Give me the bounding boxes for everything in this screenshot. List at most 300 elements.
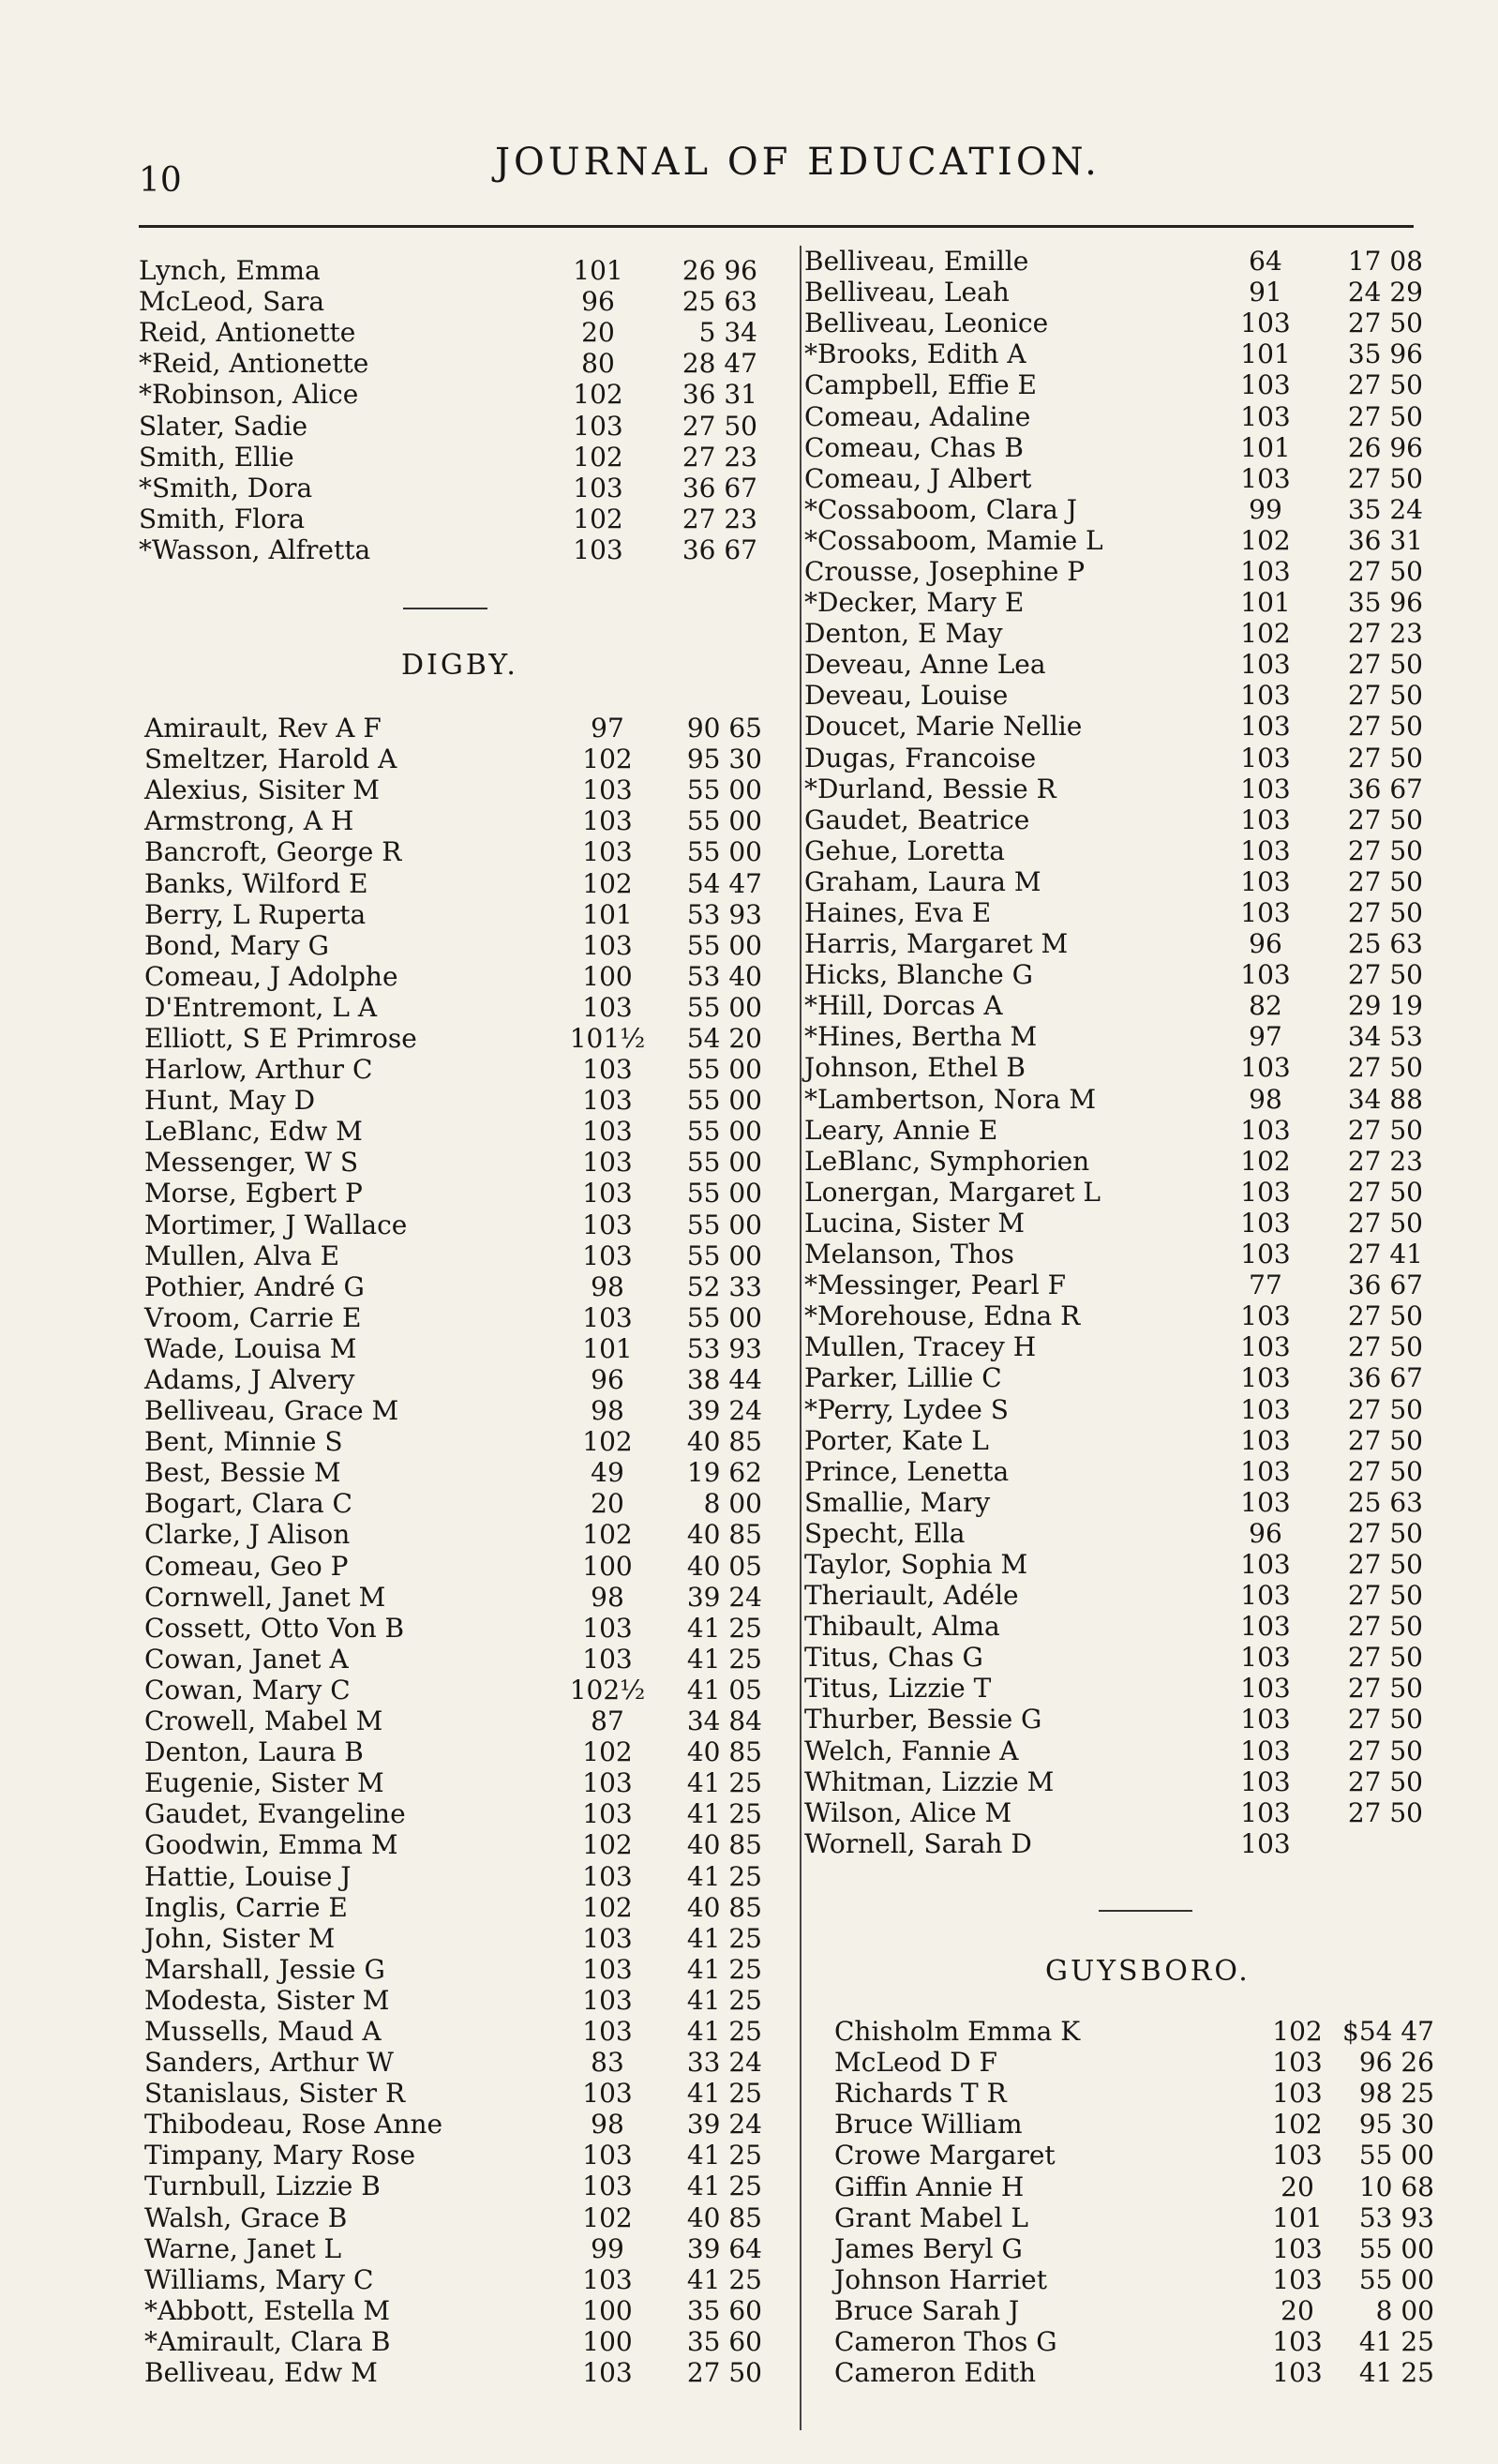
grant-amount: 36 67 bbox=[1347, 1362, 1423, 1394]
grant-amount: 41 25 bbox=[686, 2263, 762, 2295]
teacher-name: Richards T R bbox=[834, 2078, 1007, 2110]
days-attended: 103 bbox=[1240, 1611, 1291, 1643]
teacher-name: Smith, Ellie bbox=[139, 441, 294, 473]
table-row bbox=[804, 618, 1461, 649]
table-row bbox=[139, 410, 776, 441]
teacher-name: Cowan, Mary C bbox=[144, 1674, 351, 1705]
days-attended: 102 bbox=[582, 1736, 633, 1768]
teacher-name: Johnson Harriet bbox=[834, 2263, 1047, 2295]
grant-amount: 27 50 bbox=[1347, 1548, 1423, 1580]
teacher-name: Stanislaus, Sister R bbox=[144, 2078, 406, 2110]
teacher-name: Thurber, Bessie G bbox=[804, 1704, 1042, 1735]
teacher-name: Warne, Janet L bbox=[144, 2232, 342, 2264]
days-attended: 103 bbox=[1272, 2263, 1323, 2295]
days-attended: 98 bbox=[591, 2109, 624, 2141]
days-attended: 102 bbox=[573, 441, 623, 473]
teacher-name: Johnson, Ethel B bbox=[804, 1052, 1026, 1084]
table-row bbox=[139, 774, 776, 805]
teacher-name: Dugas, Francoise bbox=[804, 742, 1037, 774]
teacher-name: *Lambertson, Nora M bbox=[804, 1083, 1097, 1115]
days-attended: 103 bbox=[582, 2171, 633, 2202]
grant-amount: 54 20 bbox=[686, 1022, 762, 1054]
table-row bbox=[139, 2171, 776, 2201]
teacher-name: Pothier, André G bbox=[144, 1270, 365, 1302]
days-attended: 103 bbox=[1240, 1735, 1291, 1766]
grant-amount: 41 05 bbox=[686, 1674, 762, 1705]
days-attended: 103 bbox=[1240, 1176, 1291, 1208]
grant-amount: 55 00 bbox=[686, 1147, 762, 1179]
days-attended: 87 bbox=[591, 1705, 624, 1737]
grant-amount: 55 00 bbox=[686, 1240, 762, 1271]
table-row bbox=[804, 990, 1461, 1021]
grant-amount: 41 25 bbox=[686, 1860, 762, 1892]
table-row bbox=[804, 1052, 1461, 1083]
grant-amount: 39 24 bbox=[686, 1395, 762, 1427]
table-row bbox=[804, 277, 1461, 308]
grant-amount: 27 50 bbox=[1347, 1176, 1423, 1208]
days-attended: 103 bbox=[582, 1922, 633, 1954]
grant-amount: 53 93 bbox=[686, 1332, 762, 1364]
table-row bbox=[804, 463, 1461, 494]
days-attended: 96 bbox=[581, 286, 615, 318]
days-attended: 98 bbox=[1249, 1083, 1282, 1115]
table-row bbox=[804, 1642, 1461, 1673]
grant-amount: 40 85 bbox=[686, 1736, 762, 1768]
days-attended: 102 bbox=[1272, 2109, 1323, 2141]
days-attended: 103 bbox=[573, 472, 623, 503]
days-attended: 103 bbox=[582, 1209, 633, 1240]
grant-amount: 27 50 bbox=[1347, 308, 1423, 339]
table-row bbox=[139, 1240, 776, 1271]
days-attended: 103 bbox=[582, 1953, 633, 1985]
table-row bbox=[804, 1393, 1461, 1424]
table-row bbox=[139, 1767, 776, 1798]
teacher-name: Reid, Antionette bbox=[139, 317, 356, 349]
teacher-name: Hicks, Blanche G bbox=[804, 959, 1034, 991]
teacher-name: Cameron Edith bbox=[834, 2357, 1037, 2389]
days-attended: 103 bbox=[1240, 865, 1291, 897]
days-attended: 103 bbox=[582, 1240, 633, 1271]
table-row bbox=[804, 1362, 1461, 1393]
table-row bbox=[139, 961, 776, 992]
grant-amount: 25 63 bbox=[1347, 928, 1423, 960]
table-row bbox=[834, 2171, 1453, 2201]
days-attended: 103 bbox=[1240, 400, 1291, 432]
grant-amount: 27 50 bbox=[1347, 865, 1423, 897]
table-row bbox=[139, 2357, 776, 2388]
teacher-name: Denton, E May bbox=[804, 618, 1003, 650]
grant-amount: 55 00 bbox=[686, 1085, 762, 1117]
days-attended: 103 bbox=[1240, 1300, 1291, 1332]
days-attended: 103 bbox=[1240, 1424, 1291, 1456]
teacher-name: Crousse, Josephine P bbox=[804, 555, 1086, 587]
table-row bbox=[804, 1704, 1461, 1735]
teacher-name: Welch, Fannie A bbox=[804, 1735, 1019, 1766]
days-attended: 103 bbox=[1240, 1827, 1291, 1859]
grant-amount: 41 25 bbox=[686, 1984, 762, 2016]
days-attended: 103 bbox=[582, 1116, 633, 1148]
digby-heading: DIGBY. bbox=[401, 649, 518, 682]
table-row bbox=[139, 1829, 776, 1860]
teacher-name: Gehue, Loretta bbox=[804, 834, 1005, 866]
grant-amount: 25 63 bbox=[1347, 1486, 1423, 1518]
header-rule bbox=[139, 225, 1414, 228]
grant-amount: 27 41 bbox=[1347, 1239, 1423, 1270]
teacher-name: Belliveau, Emille bbox=[804, 246, 1029, 278]
grant-amount: 27 50 bbox=[1347, 1052, 1423, 1084]
table-row bbox=[804, 587, 1461, 618]
days-attended: 100 bbox=[582, 2325, 633, 2357]
section-rule-digby bbox=[403, 608, 487, 609]
grant-amount: 41 25 bbox=[686, 1643, 762, 1675]
teacher-name: Cossett, Otto Von B bbox=[144, 1612, 405, 1644]
grant-amount: 27 50 bbox=[686, 2357, 762, 2389]
grant-amount: 54 47 bbox=[686, 867, 762, 899]
teacher-name: Bond, Mary G bbox=[144, 929, 330, 961]
teacher-name: Clarke, J Alison bbox=[144, 1519, 351, 1551]
table-row bbox=[139, 1954, 776, 1985]
grant-amount: 27 23 bbox=[1347, 618, 1423, 650]
section-rule-guysboro bbox=[1099, 1910, 1192, 1912]
days-attended: 103 bbox=[1240, 1455, 1291, 1487]
teacher-name: Marshall, Jessie G bbox=[144, 1953, 385, 1985]
grant-amount: 28 47 bbox=[682, 348, 757, 380]
grant-amount: 27 50 bbox=[1347, 834, 1423, 866]
teacher-name: Comeau, Chas B bbox=[804, 431, 1024, 463]
teacher-name: *Morehouse, Edna R bbox=[804, 1300, 1081, 1332]
table-row bbox=[139, 442, 776, 473]
days-attended: 103 bbox=[1240, 804, 1291, 835]
table-row bbox=[139, 2109, 776, 2140]
teacher-name: Wornell, Sarah D bbox=[804, 1827, 1032, 1859]
teacher-name: *Hines, Bertha M bbox=[804, 1021, 1038, 1053]
teacher-name: Modesta, Sister M bbox=[144, 1984, 390, 2016]
teacher-name: Deveau, Louise bbox=[804, 680, 1009, 712]
days-attended: 97 bbox=[591, 713, 624, 744]
teacher-name: Smallie, Mary bbox=[804, 1486, 991, 1518]
teacher-name: *Cossaboom, Clara J bbox=[804, 493, 1077, 525]
grant-amount: 27 50 bbox=[1347, 1424, 1423, 1456]
grant-amount: 39 64 bbox=[686, 2232, 762, 2264]
teacher-name: Hunt, May D bbox=[144, 1085, 316, 1117]
grant-amount: 27 50 bbox=[1347, 742, 1423, 774]
table-row bbox=[804, 1425, 1461, 1456]
grant-amount: 26 96 bbox=[682, 255, 757, 287]
grant-amount: 27 50 bbox=[682, 410, 757, 442]
grant-amount: 41 25 bbox=[686, 1612, 762, 1644]
grant-amount: 36 67 bbox=[1347, 1270, 1423, 1301]
days-attended: 103 bbox=[1240, 1239, 1291, 1270]
table-row bbox=[804, 246, 1461, 277]
days-attended: 101 bbox=[1240, 338, 1291, 370]
days-attended: 103 bbox=[582, 929, 633, 961]
days-attended: 102 bbox=[573, 379, 623, 411]
grant-amount: 34 53 bbox=[1347, 1021, 1423, 1053]
grant-amount: 27 50 bbox=[1347, 1642, 1423, 1674]
grant-amount: 55 00 bbox=[686, 1301, 762, 1333]
running-title: JOURNAL OF EDUCATION. bbox=[495, 141, 1101, 184]
grant-amount: 27 50 bbox=[1347, 711, 1423, 743]
days-attended: 49 bbox=[591, 1457, 624, 1489]
page-number: 10 bbox=[139, 161, 182, 200]
teacher-name: Comeau, Adaline bbox=[804, 400, 1031, 432]
grant-amount: 27 50 bbox=[1347, 1455, 1423, 1487]
table-row bbox=[804, 1146, 1461, 1177]
grant-amount: 34 84 bbox=[686, 1705, 762, 1737]
table-row bbox=[804, 1549, 1461, 1580]
teacher-name: Smeltzer, Harold A bbox=[144, 744, 397, 775]
teacher-name: *Hill, Dorcas A bbox=[804, 990, 1003, 1022]
days-attended: 80 bbox=[581, 348, 615, 380]
days-attended: 103 bbox=[1240, 1114, 1291, 1146]
days-attended: 101 bbox=[1240, 587, 1291, 619]
grant-amount: 27 50 bbox=[1347, 1207, 1423, 1239]
days-attended: 103 bbox=[1272, 2232, 1323, 2264]
teacher-name: Whitman, Lizzie M bbox=[804, 1765, 1055, 1797]
teacher-name: Deveau, Anne Lea bbox=[804, 649, 1046, 681]
grant-amount: 35 96 bbox=[1347, 338, 1423, 370]
teacher-name: Belliveau, Leah bbox=[804, 277, 1010, 308]
days-attended: 103 bbox=[582, 836, 633, 868]
grant-amount: 41 25 bbox=[1358, 2325, 1434, 2357]
table-row bbox=[139, 1333, 776, 1364]
grant-amount: 36 67 bbox=[682, 533, 757, 565]
grant-amount: 35 60 bbox=[686, 2294, 762, 2326]
days-attended: 101 bbox=[582, 1332, 633, 1364]
days-attended: 103 bbox=[1240, 1362, 1291, 1394]
table-row bbox=[834, 2047, 1453, 2078]
days-attended: 103 bbox=[1240, 1704, 1291, 1735]
days-attended: 103 bbox=[582, 1054, 633, 1086]
days-attended: 103 bbox=[1240, 1548, 1291, 1580]
teacher-name: *Reid, Antionette bbox=[139, 348, 369, 380]
table-row bbox=[139, 255, 776, 286]
teacher-name: Gaudet, Beatrice bbox=[804, 804, 1030, 835]
teacher-name: *Robinson, Alice bbox=[139, 379, 359, 411]
table-row bbox=[804, 804, 1461, 835]
days-attended: 102 bbox=[582, 1891, 633, 1923]
teacher-name: Titus, Lizzie T bbox=[804, 1673, 992, 1705]
table-row bbox=[804, 525, 1461, 556]
days-attended: 103 bbox=[1240, 308, 1291, 339]
teacher-name: Inglis, Carrie E bbox=[144, 1891, 348, 1923]
teacher-name: Cameron Thos G bbox=[834, 2325, 1057, 2357]
days-attended: 101 bbox=[1240, 431, 1291, 463]
days-attended: 20 bbox=[1281, 2171, 1314, 2202]
days-attended: 98 bbox=[591, 1395, 624, 1427]
days-attended: 103 bbox=[1240, 711, 1291, 743]
grant-amount: 27 50 bbox=[1347, 555, 1423, 587]
table-row bbox=[139, 899, 776, 930]
teacher-name: Bancroft, George R bbox=[144, 836, 402, 868]
teacher-name: Specht, Ella bbox=[804, 1517, 966, 1549]
table-row bbox=[139, 1457, 776, 1488]
table-row bbox=[834, 2140, 1453, 2171]
table-row bbox=[834, 2264, 1453, 2295]
grant-amount: 53 40 bbox=[686, 960, 762, 992]
table-row bbox=[139, 1551, 776, 1582]
table-row bbox=[139, 2264, 776, 2295]
table-row bbox=[139, 2326, 776, 2357]
grant-amount: 40 85 bbox=[686, 1519, 762, 1551]
grant-amount: 27 50 bbox=[1347, 369, 1423, 401]
grant-amount: 24 29 bbox=[1347, 277, 1423, 308]
grant-amount: 55 00 bbox=[1358, 2263, 1434, 2295]
days-attended: 103 bbox=[1240, 680, 1291, 712]
teacher-name: Walsh, Grace B bbox=[144, 2201, 348, 2233]
days-attended: 103 bbox=[582, 1798, 633, 1830]
grant-amount: 27 23 bbox=[682, 503, 757, 534]
grant-amount: 41 25 bbox=[686, 2078, 762, 2110]
teacher-name: D'Entremont, L A bbox=[144, 991, 378, 1023]
teacher-name: John, Sister M bbox=[144, 1922, 336, 1954]
grant-amount: 39 24 bbox=[686, 1581, 762, 1613]
days-attended: 103 bbox=[582, 1147, 633, 1179]
days-attended: 96 bbox=[591, 1364, 624, 1396]
teacher-name: Comeau, J Adolphe bbox=[144, 960, 398, 992]
days-attended: 103 bbox=[1240, 959, 1291, 991]
grant-amount: 27 50 bbox=[1347, 959, 1423, 991]
days-attended: 103 bbox=[582, 2015, 633, 2047]
table-row bbox=[139, 713, 776, 744]
days-attended: 103 bbox=[582, 774, 633, 806]
teacher-name: Theriault, Adéle bbox=[804, 1580, 1019, 1612]
teacher-name: Amirault, Rev A F bbox=[144, 713, 382, 744]
days-attended: 20 bbox=[581, 317, 615, 349]
table-row bbox=[804, 1021, 1461, 1052]
days-attended: 98 bbox=[591, 1270, 624, 1302]
days-attended: 103 bbox=[573, 533, 623, 565]
days-attended: 103 bbox=[573, 410, 623, 442]
days-attended: 103 bbox=[582, 1301, 633, 1333]
grant-amount: 55 00 bbox=[1358, 2140, 1434, 2171]
table-row bbox=[804, 1239, 1461, 1270]
grant-amount: 41 25 bbox=[686, 2140, 762, 2171]
teacher-name: Leary, Annie E bbox=[804, 1114, 998, 1146]
days-attended: 102 bbox=[1240, 1145, 1291, 1177]
table-row bbox=[139, 805, 776, 836]
grant-amount: 27 50 bbox=[1347, 1517, 1423, 1549]
table-row bbox=[804, 711, 1461, 742]
grant-amount: 27 50 bbox=[1347, 1611, 1423, 1643]
table-row bbox=[139, 1860, 776, 1891]
grant-amount: 27 50 bbox=[1347, 1704, 1423, 1735]
days-attended: 99 bbox=[1249, 493, 1282, 525]
teacher-name: Cowan, Janet A bbox=[144, 1643, 349, 1675]
grant-amount: 39 24 bbox=[686, 2109, 762, 2141]
teacher-name: Wilson, Alice M bbox=[804, 1796, 1012, 1828]
days-attended: 103 bbox=[582, 1860, 633, 1892]
teacher-name: *Amirault, Clara B bbox=[144, 2325, 391, 2357]
grant-amount: 35 24 bbox=[1347, 493, 1423, 525]
grant-amount: 27 50 bbox=[1347, 680, 1423, 712]
teacher-name: Goodwin, Emma M bbox=[144, 1829, 398, 1861]
days-attended: 103 bbox=[1240, 1486, 1291, 1518]
table-row bbox=[834, 2202, 1453, 2233]
table-row bbox=[139, 1582, 776, 1613]
teacher-name: Smith, Flora bbox=[139, 503, 306, 534]
grant-amount: 95 30 bbox=[1358, 2109, 1434, 2141]
table-row bbox=[804, 897, 1461, 928]
teacher-name: Belliveau, Edw M bbox=[144, 2357, 378, 2389]
days-attended: 102 bbox=[582, 867, 633, 899]
teacher-name: Best, Bessie M bbox=[144, 1457, 341, 1489]
teacher-name: Mullen, Alva E bbox=[144, 1240, 340, 1271]
grant-amount: 38 44 bbox=[686, 1364, 762, 1396]
table-row bbox=[139, 867, 776, 898]
teacher-name: Elliott, S E Primrose bbox=[144, 1022, 417, 1054]
teacher-name: Campbell, Effie E bbox=[804, 369, 1037, 401]
table-row bbox=[139, 1364, 776, 1395]
teacher-name: Mortimer, J Wallace bbox=[144, 1209, 408, 1240]
grant-amount: 53 93 bbox=[1358, 2201, 1434, 2233]
days-attended: 103 bbox=[1240, 897, 1291, 929]
table-row bbox=[139, 503, 776, 534]
teacher-name: Haines, Eva E bbox=[804, 897, 992, 929]
grant-amount: 40 85 bbox=[686, 1829, 762, 1861]
teacher-name: Wade, Louisa M bbox=[144, 1332, 357, 1364]
table-row bbox=[804, 308, 1461, 338]
days-attended: 103 bbox=[1240, 1331, 1291, 1363]
table-row bbox=[804, 1735, 1461, 1766]
guysboro-list bbox=[834, 2016, 1453, 2388]
teacher-name: *Abbott, Estella M bbox=[144, 2294, 391, 2326]
teacher-name: Melanson, Thos bbox=[804, 1239, 1014, 1270]
table-row bbox=[834, 2016, 1453, 2047]
grant-amount: 40 85 bbox=[686, 1891, 762, 1923]
teacher-name: LeBlanc, Edw M bbox=[144, 1116, 363, 1148]
table-row bbox=[834, 2295, 1453, 2326]
grant-amount: 98 25 bbox=[1358, 2078, 1434, 2110]
days-attended: 102 bbox=[582, 1519, 633, 1551]
teacher-name: Chisholm Emma K bbox=[834, 2016, 1081, 2048]
table-row bbox=[804, 1300, 1461, 1331]
days-attended: 103 bbox=[1240, 1052, 1291, 1084]
teacher-name: *Brooks, Edith A bbox=[804, 338, 1026, 370]
table-row bbox=[139, 534, 776, 565]
grant-amount: 27 50 bbox=[1347, 1114, 1423, 1146]
grant-amount: 27 50 bbox=[1347, 1580, 1423, 1612]
teacher-name: Crowe Margaret bbox=[834, 2140, 1056, 2171]
days-attended: 103 bbox=[582, 2357, 633, 2389]
table-row bbox=[804, 1580, 1461, 1611]
teacher-name: Berry, L Ruperta bbox=[144, 898, 367, 930]
table-row bbox=[804, 1828, 1461, 1859]
grant-amount: 55 00 bbox=[686, 1054, 762, 1086]
grant-amount: 41 25 bbox=[686, 2171, 762, 2202]
table-row bbox=[834, 2357, 1453, 2388]
teacher-name: Vroom, Carrie E bbox=[144, 1301, 362, 1333]
days-attended: 103 bbox=[1240, 834, 1291, 866]
days-attended: 102 bbox=[573, 503, 623, 534]
table-row bbox=[139, 317, 776, 348]
days-attended: 100 bbox=[582, 2294, 633, 2326]
grant-amount: 55 00 bbox=[686, 774, 762, 806]
grant-amount: 41 25 bbox=[686, 1767, 762, 1799]
days-attended: 103 bbox=[582, 2140, 633, 2171]
days-attended: 102 bbox=[582, 744, 633, 775]
teacher-name: Prince, Lenetta bbox=[804, 1455, 1010, 1487]
guysboro-heading: GUYSBORO. bbox=[1045, 1955, 1251, 1988]
days-attended: 96 bbox=[1249, 928, 1282, 960]
grant-amount: 52 33 bbox=[686, 1270, 762, 1302]
table-row bbox=[804, 1611, 1461, 1642]
teacher-name: *Messinger, Pearl F bbox=[804, 1270, 1067, 1301]
teacher-name: Comeau, Geo P bbox=[144, 1550, 349, 1582]
days-attended: 103 bbox=[1240, 1580, 1291, 1612]
days-attended: 103 bbox=[1272, 2078, 1323, 2110]
teacher-name: Armstrong, A H bbox=[144, 805, 354, 837]
